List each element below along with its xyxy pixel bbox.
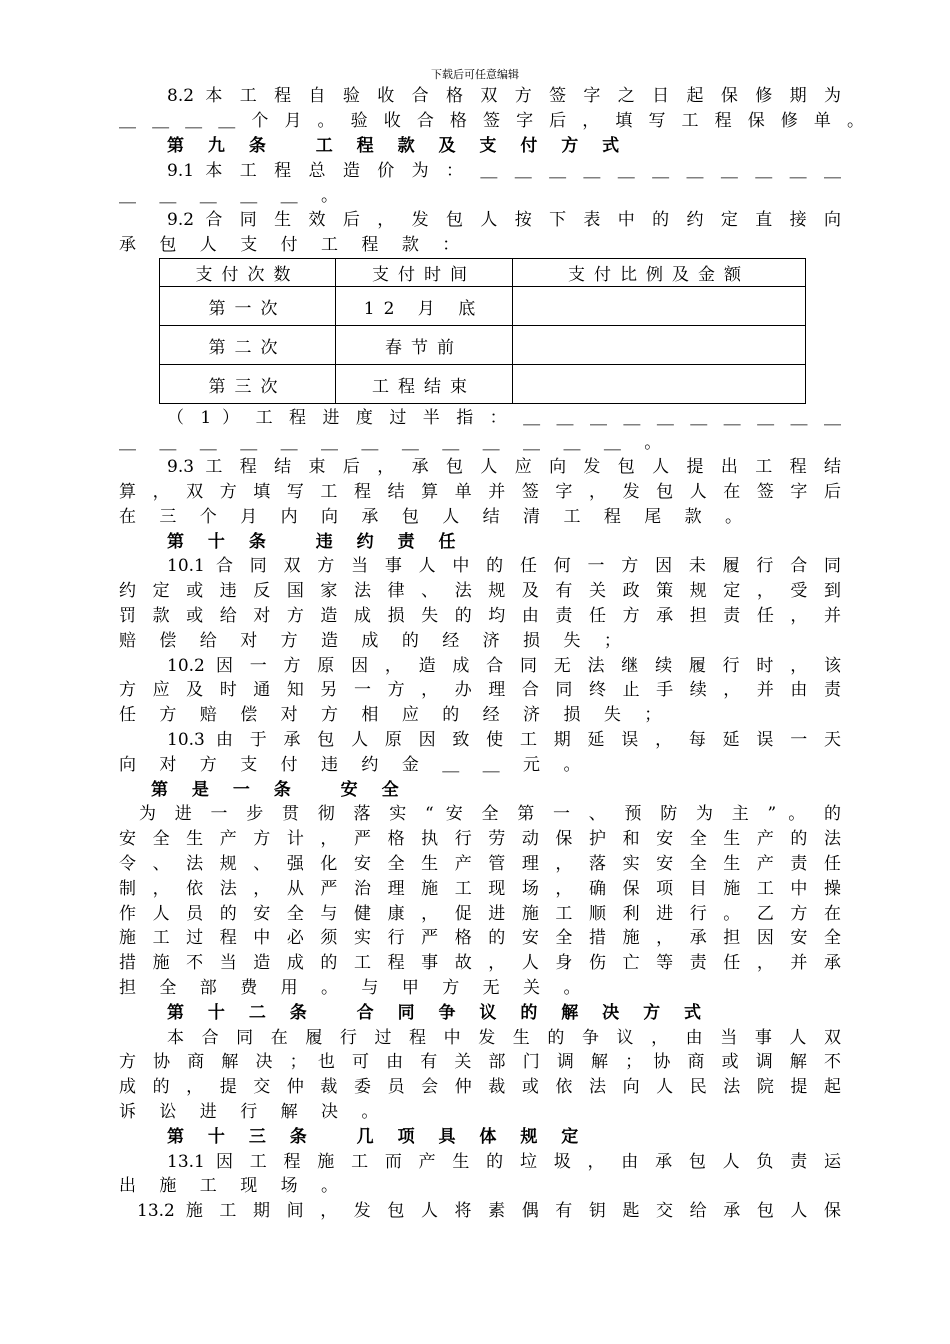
safety-paragraph-line-5: 作 人 员 的 安 全 与 健 康 ， 促 进 施 工 顺 利 进 行 。 乙 方 在: [119, 904, 841, 924]
clause-10-2-line-1: 10.2 因 一 方 原 因 ， 造 成 合 同 无 法 继 续 履 行 时 ， 该: [167, 656, 841, 676]
payment-time-cell: 12 月 底: [336, 287, 513, 326]
safety-paragraph-line-6: 施 工 过 程 中 必 须 实 行 严 格 的 安 全 措 施 ， 承 担 因 安 全: [119, 928, 841, 948]
clause-10-1-line-2: 约 定 或 违 反 国 家 法 律 、 法 规 及 有 关 政 策 规 定 ， 受 到: [119, 581, 841, 601]
header-payment-time: 支付时间: [336, 259, 513, 287]
payment-amount-cell: [513, 287, 806, 326]
clause-9-2-line-2: 承 包 人 支 付 工 程 款 ：: [119, 235, 469, 255]
dispute-line-3: 成 的 ， 提 交 仲 裁 委 员 会 仲 裁 或 依 法 向 人 民 法 院 提 起: [119, 1077, 841, 1097]
safety-paragraph-line-1: 为 进 一 步 贯 彻 落 实 “ 安 全 第 一 、 预 防 为 主 ” 。 的: [139, 804, 841, 824]
dispute-line-4: 诉 讼 进 行 解 决 。: [119, 1102, 388, 1122]
article-11-heading: 第 是 一 条 安 全: [151, 780, 408, 800]
clause-9-1-line-1: 9.1 本 工 程 总 造 价 为 ： ＿ ＿ ＿ ＿ ＿ ＿ ＿ ＿ ＿ ＿ ＿: [167, 161, 841, 181]
payment-time-cell: 工程结束: [336, 365, 513, 404]
progress-note-line-2: ＿ ＿ ＿ ＿ ＿ ＿ ＿ ＿ ＿ ＿ ＿ ＿ ＿ 。: [119, 433, 671, 453]
payment-amount-cell: [513, 326, 806, 365]
payment-count-cell: 第三次: [160, 365, 336, 404]
clause-13-1-line-1: 13.1 因 工 程 施 工 而 产 生 的 垃 圾 ， 由 承 包 人 负 责 运: [167, 1152, 841, 1172]
dispute-line-2: 方 协 商 解 决 ； 也 可 由 有 关 部 门 调 解 ； 协 商 或 调 解 不: [119, 1052, 841, 1072]
safety-paragraph-line-3: 令 、 法 规 、 强 化 安 全 生 产 管 理 ， 落 实 安 全 生 产 责 任: [119, 854, 841, 874]
clause-10-2-line-2: 方 应 及 时 通 知 另 一 方 ， 办 理 合 同 终 止 手 续 ， 并 由 责: [119, 680, 841, 700]
clause-9-3-line-1: 9.3 工 程 结 束 后 ， 承 包 人 应 向 发 包 人 提 出 工 程 结: [167, 457, 841, 477]
progress-note-line-1: （ 1 ） 工 程 进 度 过 半 指 ： ＿ ＿ ＿ ＿ ＿ ＿ ＿ ＿ ＿ ＿: [167, 408, 841, 428]
clause-10-3-line-1: 10.3 由 于 承 包 人 原 因 致 使 工 期 延 误 ， 每 延 误 一 天: [167, 730, 841, 750]
table-row: [160, 287, 806, 326]
clause-10-2-line-3: 任 方 赔 偿 对 方 相 应 的 经 济 损 失 ；: [119, 705, 671, 725]
clause-10-3-line-2: 向 对 方 支 付 违 约 金 ＿ ＿ 元 。: [119, 755, 590, 775]
clause-9-2-line-1: 9.2 合 同 生 效 后 ， 发 包 人 按 下 表 中 的 约 定 直 接 向: [167, 210, 841, 230]
clause-13-1-line-2: 出 施 工 现 场 。: [119, 1176, 348, 1196]
safety-paragraph-line-4: 制 ， 依 法 ， 从 严 治 理 施 工 现 场 ， 确 保 项 目 施 工 中 操: [119, 879, 841, 899]
safety-paragraph-line-8: 担 全 部 费 用 。 与 甲 方 无 关 。: [119, 978, 590, 998]
clause-10-1-line-1: 10.1 合 同 双 方 当 事 人 中 的 任 何 一 方 因 未 履 行 合 同: [167, 556, 841, 576]
payment-count-cell: 第二次: [160, 326, 336, 365]
payment-amount-cell: [513, 365, 806, 404]
table-row: [160, 326, 806, 365]
dispute-line-1: 本 合 同 在 履 行 过 程 中 发 生 的 争 议 ， 由 当 事 人 双: [167, 1028, 841, 1048]
payment-count-cell: 第一次: [160, 287, 336, 326]
page-header: 下载后可任意编辑: [431, 68, 519, 81]
article-13-heading: 第 十 三 条 几 项 具 体 规 定: [167, 1127, 588, 1147]
clause-9-3-line-3: 在 三 个 月 内 向 承 包 人 结 清 工 程 尾 款 。: [119, 507, 752, 527]
clause-9-3-line-2: 算 ， 双 方 填 写 工 程 结 算 单 并 签 字 ， 发 包 人 在 签 字 后: [119, 482, 841, 502]
clause-8-2-line-1: 8.2 本 工 程 自 验 收 合 格 双 方 签 字 之 日 起 保 修 期 为: [167, 86, 841, 106]
payment-table: [159, 258, 806, 404]
clause-13-2-line-1: 13.2 施 工 期 间 ， 发 包 人 将 素 偶 有 钥 匙 交 给 承 包 人 保: [137, 1201, 841, 1221]
article-12-heading: 第 十 二 条 合 同 争 议 的 解 决 方 式: [167, 1003, 711, 1023]
header-payment-count: 支付次数: [160, 259, 336, 287]
table-header-row: [160, 259, 806, 287]
safety-paragraph-line-7: 措 施 不 当 造 成 的 工 程 事 故 ， 人 身 伤 亡 等 责 任 ， 并 承: [119, 953, 841, 973]
article-9-heading: 第 九 条 工 程 款 及 支 付 方 式: [167, 136, 629, 156]
table-row: [160, 365, 806, 404]
clause-10-1-line-4: 赔 偿 给 对 方 造 成 的 经 济 损 失 ；: [119, 631, 630, 651]
clause-9-1-line-2: ＿ ＿ ＿ ＿ ＿ 。: [119, 186, 348, 206]
clause-10-1-line-3: 罚 款 或 给 对 方 造 成 损 失 的 均 由 责 任 方 承 担 责 任 ， 并: [119, 606, 841, 626]
payment-time-cell: 春节前: [336, 326, 513, 365]
safety-paragraph-line-2: 安 全 生 产 方 计 ， 严 格 执 行 劳 动 保 护 和 安 全 生 产 的 法: [119, 829, 841, 849]
header-payment-ratio-amount: 支付比例及金额: [513, 259, 806, 287]
clause-8-2-line-2: ＿ ＿ ＿ ＿ 个 月 。 验 收 合 格 签 字 后 ， 填 写 工 程 保 修 单 。: [119, 111, 864, 131]
article-10-heading: 第 十 条 违 约 责 任: [167, 532, 465, 552]
